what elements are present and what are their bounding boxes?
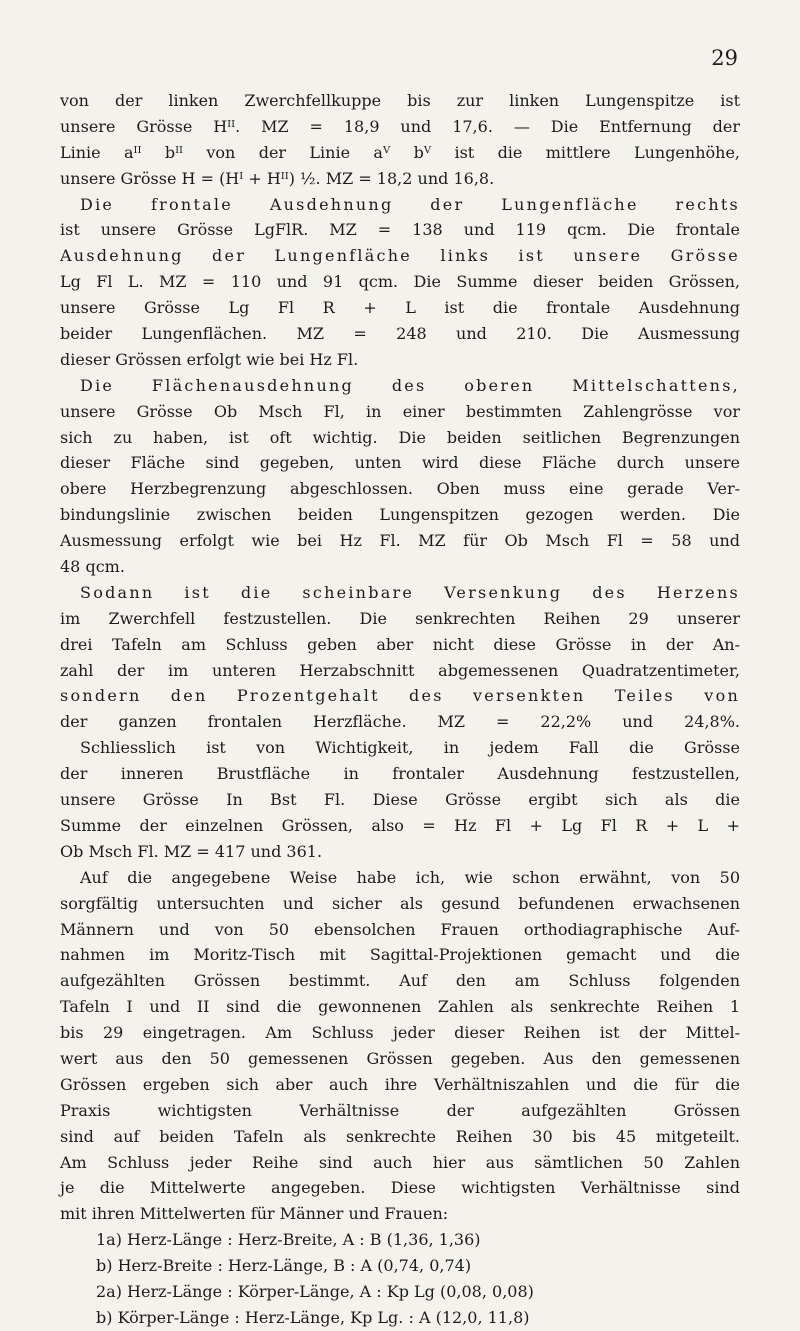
text-line: unsere Grösse Lg Fl R + L ist die frontale Ausdehnung bbox=[60, 298, 740, 318]
text-line: Männern und von 50 ebensolchen Frauen orthodiagraphische Auf- bbox=[60, 919, 740, 939]
text-line: unsere Grösse Ob Msch Fl, in einer bestimmten Zahlengrösse vor bbox=[60, 401, 740, 421]
text-line: im Zwerchfell festzustellen. Die senkrechten Reihen 29 unserer bbox=[60, 608, 740, 628]
text-line: unsere Grösse Hᴵᴵ. MZ = 18,9 und 17,6. — Die Entfernung der bbox=[60, 116, 740, 136]
text-line: obere Herzbegrenzung abgeschlossen. Oben muss eine gerade Ver- bbox=[60, 479, 740, 499]
text-line: Die Flächenausdehnung des oberen Mittelschattens, bbox=[80, 375, 740, 395]
text-line: der inneren Brustfläche in frontaler Ausdehnung festzustellen, bbox=[60, 764, 740, 784]
text-line: mit ihren Mittelwerten für Männer und Frauen: bbox=[60, 1204, 449, 1224]
text-line: zahl der im unteren Herzabschnitt abgemessenen Quadratzentimeter, bbox=[60, 660, 740, 680]
text-line: von der linken Zwerchfellkuppe bis zur linken Lungenspitze ist bbox=[60, 91, 740, 110]
text-line: 1a) Herz-Länge : Herz-Breite, A : B (1,36, 1,36) bbox=[96, 1230, 481, 1250]
text-line: sich zu haben, ist oft wichtig. Die beiden seitlichen Begrenzungen bbox=[60, 427, 740, 447]
text-line: Ausdehnung der Lungenfläche links ist unsere Grösse bbox=[60, 246, 740, 266]
text-line: b) Körper-Länge : Herz-Länge, Kp Lg. : A (12,0, 11,8) bbox=[96, 1307, 530, 1327]
text-line: Grössen ergeben sich aber auch ihre Verhältniszahlen und die für die bbox=[60, 1074, 740, 1094]
text-line: sorgfältig untersuchten und sicher als gesund befundenen erwachsenen bbox=[60, 893, 740, 913]
page-number: 29 bbox=[711, 46, 738, 70]
text-line: Die frontale Ausdehnung der Lungenfläche rechts bbox=[80, 194, 740, 214]
text-line: Auf die angegebene Weise habe ich, wie schon erwähnt, von 50 bbox=[80, 867, 740, 887]
text-line: unsere Grösse In Bst Fl. Diese Grösse ergibt sich als die bbox=[60, 790, 740, 810]
text-line: Sodann ist die scheinbare Versenkung des Herzens bbox=[80, 582, 740, 602]
text-line: 2a) Herz-Länge : Körper-Länge, A : Kp Lg (0,08, 0,08) bbox=[96, 1281, 534, 1301]
body-text bbox=[60, 88, 740, 1331]
text-line: dieser Fläche sind gegeben, unten wird diese Fläche durch unsere bbox=[60, 453, 740, 473]
text-line: Summe der einzelnen Grössen, also = Hz Fl + Lg Fl R + L + bbox=[60, 815, 740, 835]
text-line: Ausmessung erfolgt wie bei Hz Fl. MZ für Ob Msch Fl = 58 und bbox=[60, 531, 740, 551]
text-line: sind auf beiden Tafeln als senkrechte Reihen 30 bis 45 mitgeteilt. bbox=[60, 1126, 740, 1146]
text-line: wert aus den 50 gemessenen Grössen gegeben. Aus den gemessenen bbox=[60, 1048, 740, 1068]
text-line: je die Mittelwerte angegeben. Diese wichtigsten Verhältnisse sind bbox=[60, 1178, 740, 1198]
text-line: Schliesslich ist von Wichtigkeit, in jedem Fall die Grösse bbox=[80, 738, 740, 758]
text-line: aufgezählten Grössen bestimmt. Auf den am Schluss folgenden bbox=[60, 971, 740, 991]
text-line: beider Lungenflächen. MZ = 248 und 210. Die Ausmessung bbox=[60, 324, 740, 344]
text-line: Tafeln I und II sind die gewonnenen Zahlen als senkrechte Reihen 1 bbox=[60, 997, 740, 1017]
text-line: b) Herz-Breite : Herz-Länge, B : A (0,74, 0,74) bbox=[96, 1256, 472, 1276]
text-line: Ob Msch Fl. MZ = 417 und 361. bbox=[60, 841, 323, 861]
text-line: der ganzen frontalen Herzfläche. MZ = 22,2% und 24,8%. bbox=[60, 712, 740, 732]
text-line: bis 29 eingetragen. Am Schluss jeder dieser Reihen ist der Mittel- bbox=[60, 1023, 740, 1043]
text-line: sondern den Prozentgehalt des versenkten Teiles von bbox=[60, 686, 740, 706]
text-line: nahmen im Moritz-Tisch mit Sagittal-Projektionen gemacht und die bbox=[60, 945, 740, 965]
text-line: drei Tafeln am Schluss geben aber nicht diese Grösse in der An- bbox=[60, 634, 740, 654]
text-line: unsere Grösse H = (Hᴵ + Hᴵᴵ) ½. MZ = 18,2 und 16,8. bbox=[60, 168, 495, 188]
text-line: Praxis wichtigsten Verhältnisse der aufgezählten Grössen bbox=[60, 1100, 740, 1120]
text-line: ist unsere Grösse LgFlR. MZ = 138 und 119 qcm. Die frontale bbox=[60, 220, 740, 240]
text-line: 48 qcm. bbox=[60, 557, 125, 577]
text-line: Lg Fl L. MZ = 110 und 91 qcm. Die Summe dieser beiden Grössen, bbox=[60, 272, 740, 292]
text-line: dieser Grössen erfolgt wie bei Hz Fl. bbox=[60, 349, 359, 369]
text-line: Linie aᴵᴵ bᴵᴵ von der Linie aⱽ bⱽ ist die mittlere Lungenhöhe, bbox=[60, 142, 740, 162]
text-line: bindungslinie zwischen beiden Lungenspitzen gezogen werden. Die bbox=[60, 505, 740, 525]
text-line: Am Schluss jeder Reihe sind auch hier aus sämtlichen 50 Zahlen bbox=[60, 1152, 740, 1172]
